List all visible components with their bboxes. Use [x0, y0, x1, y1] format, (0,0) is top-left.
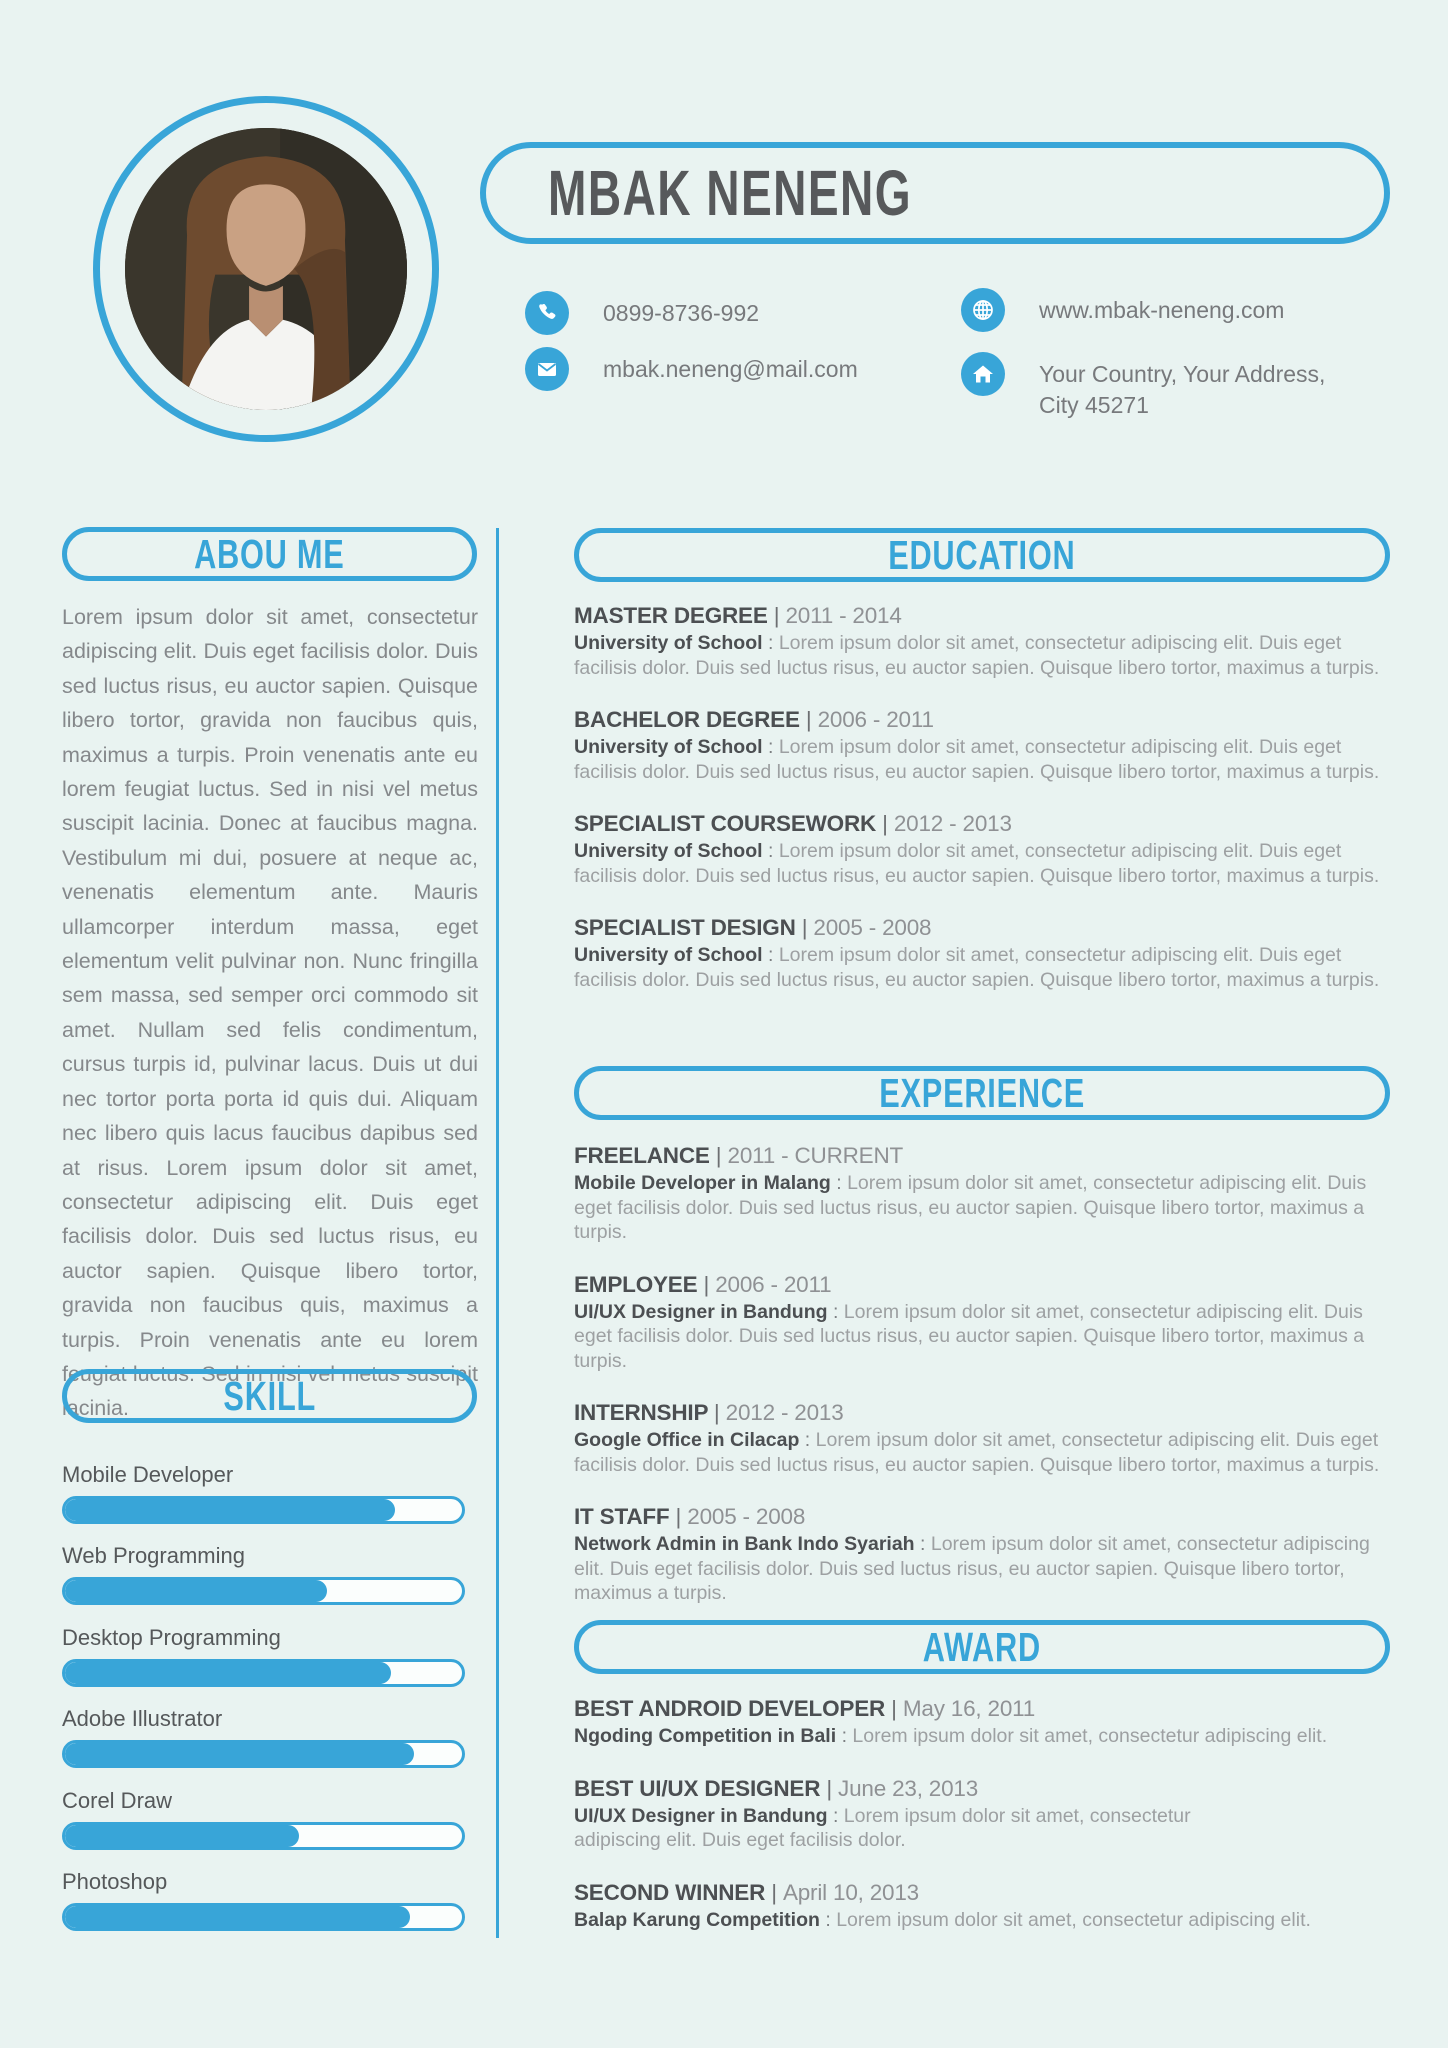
skill-label: Adobe Illustrator: [62, 1706, 223, 1731]
separator: :: [767, 944, 774, 966]
job-period: 2005 - 2008: [687, 1504, 806, 1529]
school-name: University of School: [574, 736, 763, 758]
skill-progress-bar: [62, 1822, 465, 1850]
award-entry: [574, 1878, 1394, 1933]
education-entry: [574, 913, 1394, 992]
job-org: Network Admin in Bank Indo Syariah: [574, 1533, 915, 1555]
award-name: BEST UI/UX DESIGNER: [574, 1775, 821, 1801]
separator: :: [832, 1300, 839, 1323]
experience-entry: [574, 1502, 1394, 1606]
award-date: June 23, 2013: [838, 1775, 979, 1801]
about-paragraph: Lorem ipsum dolor sit amet, consectetur adipiscing elit. Duis eget facilisis dolor. Duis sed luctus risus, eu auctor sapien. Quisque libero tortor, gravida non faucibus quis, maximus a turpis. Proin venenatis ante eu lorem feugiat luctus. Sed in nisi vel metus suscipit lacinia. Donec at faucibus magna. Vestibulum mi dui, posuere at neque ac, venenatis elementum ante. Mauris ullamcorper interdum massa, eget elementum velit pulvinar non. Nunc fringilla sem massa, sed semper orci commodo sit amet. Nullam sed felis condimentum, cursus turpis id, pulvinar lacus. Duis ut dui nec tortor porta porta id quis dui. Aliquam nec libero quis lacus faucibus dapibus sed at risus. Lorem ipsum dolor sit amet, consectetur adipiscing elit. Duis eget facilisis dolor. Duis sed luctus risus, eu auctor sapien. Quisque libero tortor, gravida non faucibus quis, maximus a turpis. Proin venenatis ante eu lorem feugiat luctus. Sed in nisi vel metus suscipit lacinia.: [62, 605, 478, 1421]
separator: |: [713, 1400, 720, 1425]
skill-row: [62, 1625, 465, 1687]
job-role: INTERNSHIP: [574, 1400, 708, 1425]
school-name: University of School: [574, 944, 763, 966]
skill-label: Web Programming: [62, 1543, 245, 1568]
phone-number: 0899-8736-992: [603, 300, 760, 326]
skill-progress-bar: [62, 1496, 465, 1524]
phone-icon: [525, 291, 569, 335]
school-name: University of School: [574, 840, 763, 862]
job-role: FREELANCE: [574, 1143, 710, 1168]
contact-website[interactable]: [961, 288, 1284, 332]
award-name: BEST ANDROID DEVELOPER: [574, 1696, 886, 1721]
award-title: AWARD: [922, 1623, 1042, 1670]
email-address[interactable]: mbak.neneng@mail.com: [603, 356, 858, 382]
skill-progress-fill: [65, 1906, 410, 1928]
separator: :: [767, 840, 774, 862]
school-name: University of School: [574, 632, 763, 654]
separator: :: [836, 1172, 842, 1194]
skill-progress-fill: [65, 1662, 391, 1684]
separator: |: [703, 1271, 710, 1297]
award-event: Balap Karung Competition: [574, 1908, 820, 1931]
skill-progress-fill: [65, 1743, 414, 1765]
experience-section-header: [574, 1066, 1390, 1120]
separator: |: [715, 1143, 722, 1168]
skill-row: [62, 1543, 465, 1605]
award-description: Lorem ipsum dolor sit amet, consectetur adipiscing elit.: [836, 1908, 1311, 1931]
degree-name: SPECIALIST COURSEWORK: [574, 811, 877, 836]
job-org: Mobile Developer in Malang: [574, 1172, 831, 1194]
skill-row: [62, 1706, 465, 1768]
address-line-1: Your Country, Your Address,: [1039, 361, 1326, 387]
profile-photo-ring: [93, 96, 439, 442]
skill-row: [62, 1462, 465, 1524]
job-org: Google Office in Cilacap: [574, 1429, 800, 1451]
separator: |: [826, 1775, 832, 1801]
award-description: Lorem ipsum dolor sit amet, consectetur adipiscing elit.: [852, 1725, 1328, 1747]
award-date: May 16, 2011: [902, 1696, 1036, 1721]
separator: :: [841, 1725, 847, 1747]
separator: :: [767, 736, 774, 758]
separator: |: [675, 1504, 682, 1529]
separator: |: [805, 707, 812, 732]
education-entry: [574, 705, 1394, 784]
award-section-header: [574, 1620, 1390, 1674]
skill-progress-fill: [65, 1499, 395, 1521]
experience-entry: [574, 1141, 1394, 1245]
contact-address: [961, 352, 1325, 421]
award-name: SECOND WINNER: [574, 1879, 766, 1905]
education-title: EDUCATION: [888, 531, 1076, 578]
separator: |: [891, 1696, 897, 1721]
skill-progress-fill: [65, 1825, 299, 1847]
website-url[interactable]: www.mbak-neneng.com: [1039, 297, 1285, 323]
skill-label: Photoshop: [62, 1869, 168, 1894]
separator: |: [882, 811, 888, 836]
degree-name: SPECIALIST DESIGN: [574, 915, 796, 940]
job-period: 2012 - 2013: [725, 1400, 844, 1425]
education-section-header: [574, 528, 1390, 582]
job-role: IT STAFF: [574, 1504, 670, 1529]
experience-entry: [574, 1398, 1394, 1477]
separator: :: [804, 1429, 811, 1451]
experience-title: EXPERIENCE: [879, 1069, 1085, 1116]
experience-description: Lorem ipsum dolor sit amet, consectetur adipiscing elit. Duis eget facilisis dolor. Duis sed luctus risus, eu auctor sapien. Quisque libero tortor, maximus a turpis.: [574, 1172, 1367, 1243]
skill-section-header: [62, 1369, 477, 1423]
separator: :: [825, 1908, 831, 1931]
email-icon: [525, 347, 569, 391]
skill-progress-bar: [62, 1659, 465, 1687]
award-date: April 10, 2013: [782, 1879, 919, 1905]
skill-label: Mobile Developer: [62, 1462, 234, 1487]
education-description: Lorem ipsum dolor sit amet, consectetur adipiscing elit. Duis eget facilisis dolor. Duis sed luctus risus, eu auctor sapien. Quisque libero tortor, maximus a turpis.: [574, 944, 1380, 991]
skill-row: [62, 1788, 465, 1850]
education-entry: [574, 809, 1394, 888]
address-text: [1039, 352, 1325, 421]
separator: :: [767, 632, 774, 654]
award-description: Lorem ipsum dolor sit amet, consectetur adipiscing elit. Duis eget facilisis dolor.: [574, 1804, 1191, 1851]
separator: |: [801, 915, 808, 940]
skill-progress-fill: [65, 1580, 327, 1602]
separator: :: [832, 1804, 839, 1827]
skill-row: [62, 1869, 465, 1931]
contact-email[interactable]: [525, 347, 858, 391]
skill-label: Desktop Programming: [62, 1625, 281, 1650]
column-divider: [496, 528, 499, 1938]
job-role: EMPLOYEE: [574, 1271, 698, 1297]
avatar: [125, 128, 407, 410]
separator: |: [771, 1879, 777, 1905]
experience-entries: [574, 1141, 1394, 1631]
separator: :: [920, 1533, 926, 1555]
degree-period: 2011 - 2014: [785, 603, 902, 628]
skill-progress-bar: [62, 1577, 465, 1605]
separator: |: [773, 603, 780, 628]
job-period: 2006 - 2011: [715, 1271, 832, 1297]
experience-description: Lorem ipsum dolor sit amet, consectetur adipiscing elit. Duis eget facilisis dolor. Duis sed luctus risus, eu auctor sapien. Quisque libero tortor, maximus a turpis.: [574, 1533, 1370, 1604]
experience-entry: [574, 1270, 1394, 1374]
skill-progress-bar: [62, 1903, 465, 1931]
education-description: Lorem ipsum dolor sit amet, consectetur adipiscing elit. Duis eget facilisis dolor. Duis sed luctus risus, eu auctor sapien. Quisque libero tortor, maximus a turpis.: [574, 632, 1380, 679]
skill-label: Corel Draw: [62, 1788, 173, 1813]
degree-period: 2012 - 2013: [893, 811, 1012, 836]
award-event: Ngoding Competition in Bali: [574, 1725, 837, 1747]
home-icon: [961, 352, 1005, 396]
award-entry: [574, 1774, 1394, 1853]
contact-phone: [525, 291, 759, 335]
job-org: UI/UX Designer in Bandung: [574, 1300, 828, 1323]
address-line-2: City 45271: [1039, 392, 1149, 418]
degree-name: BACHELOR DEGREE: [574, 707, 800, 732]
education-entry: [574, 601, 1394, 680]
name-banner: [480, 142, 1390, 244]
degree-name: MASTER DEGREE: [574, 603, 768, 628]
experience-description: Lorem ipsum dolor sit amet, consectetur adipiscing elit. Duis eget facilisis dolor. Duis sed luctus risus, eu auctor sapien. Quisque libero tortor, maximus a turpis.: [574, 1300, 1365, 1372]
about-title: ABOU ME: [194, 530, 345, 577]
award-entry: [574, 1694, 1394, 1749]
award-entries: [574, 1694, 1394, 1957]
globe-icon: [961, 288, 1005, 332]
education-description: Lorem ipsum dolor sit amet, consectetur adipiscing elit. Duis eget facilisis dolor. Duis sed luctus risus, eu auctor sapien. Quisque libero tortor, maximus a turpis.: [574, 840, 1380, 887]
job-period: 2011 - CURRENT: [727, 1143, 904, 1168]
degree-period: 2005 - 2008: [813, 915, 932, 940]
education-entries: [574, 601, 1394, 1017]
person-name: MBAK NENENG: [548, 157, 913, 229]
portrait-placeholder-image: [125, 128, 407, 410]
about-section-header: [62, 527, 477, 581]
education-description: Lorem ipsum dolor sit amet, consectetur adipiscing elit. Duis eget facilisis dolor. Duis sed luctus risus, eu auctor sapien. Quisque libero tortor, maximus a turpis.: [574, 736, 1380, 783]
degree-period: 2006 - 2011: [817, 707, 934, 732]
skill-title: SKILL: [223, 1372, 316, 1419]
experience-description: Lorem ipsum dolor sit amet, consectetur adipiscing elit. Duis eget facilisis dolor. Duis sed luctus risus, eu auctor sapien. Quisque libero tortor, maximus a turpis.: [574, 1429, 1380, 1476]
award-event: UI/UX Designer in Bandung: [574, 1804, 828, 1827]
skill-progress-bar: [62, 1740, 465, 1768]
